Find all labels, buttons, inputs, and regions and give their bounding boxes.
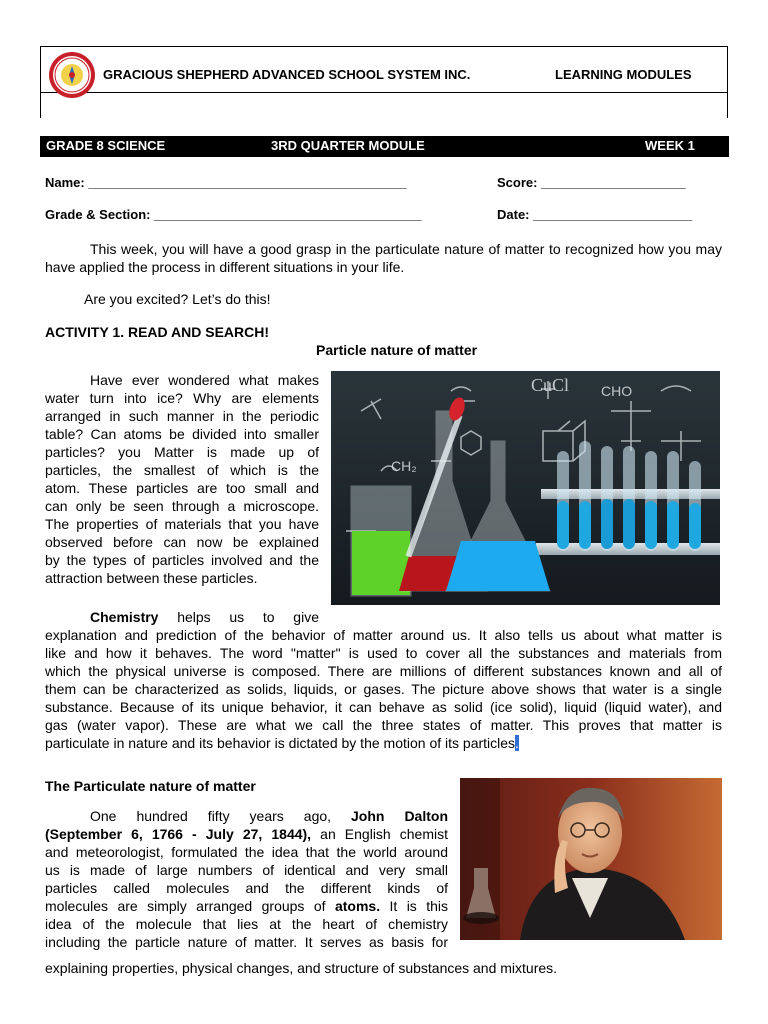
text-selection-cursor[interactable]: . — [515, 735, 519, 751]
section1-line: particles, the smallest of which is the — [45, 462, 319, 478]
excited-line: Are you excited? Let’s do this! — [84, 291, 271, 307]
section1-line: Have ever wondered what makes — [90, 372, 319, 388]
dalton-dates: (September 6, 1766 - July 27, 1844), — [45, 826, 312, 842]
dalton-line: including the particle nature of matter. It serves as basis for — [45, 934, 448, 950]
score-field[interactable]: Score: ____________________ — [497, 175, 686, 190]
dalton-line — [45, 825, 448, 843]
chemistry-line: like and how it behaves. The word "matter" is used to cover all the substances and materials from — [45, 645, 722, 661]
chalk-ch2: CH₂ — [391, 458, 417, 474]
activity-title: ACTIVITY 1. READ AND SEARCH! — [45, 324, 270, 340]
name-field[interactable]: Name: ____________________________________________ — [45, 175, 407, 190]
chalk-cucl: CuCl — [531, 375, 570, 395]
dalton-last-line: explaining properties, physical changes, and structure of substances and mixtures. — [45, 960, 558, 976]
week-label: WEEK 1 — [645, 138, 695, 153]
dalton-name: John Dalton — [351, 808, 448, 824]
dalton-line: and meteorologist, formulated the idea that the world around — [45, 844, 448, 860]
atoms-word: atoms. — [334, 898, 381, 914]
chemistry-first-line — [45, 608, 319, 626]
section1-line: by the types of particles involved and the — [45, 552, 319, 568]
subject-label: GRADE 8 SCIENCE — [46, 138, 166, 153]
school-name: GRACIOUS SHEPHERD ADVANCED SCHOOL SYSTEM INC. — [103, 67, 471, 82]
module-label: 3RD QUARTER MODULE — [271, 138, 425, 153]
chemistry-last-text: particulate in nature and its behavior is dictated by the motion of its particles — [45, 735, 516, 751]
dalton-line: idea of the molecule that lies at the heart of chemistry — [45, 916, 448, 932]
chemistry-line: which the physical universe is composed. There are millions of different substances known and all of — [45, 663, 722, 679]
chemistry-word: Chemistry — [90, 609, 159, 625]
dalton-line6-pre: molecules are simply arranged groups of — [45, 898, 326, 914]
section1-line: water turn into ice? Why are elements — [45, 390, 319, 406]
dalton-line2-rest: an English chemist — [320, 826, 449, 842]
chemistry-glassware-image — [331, 371, 720, 605]
module-bar — [40, 136, 729, 157]
dalton-line1-pre: One hundred fifty years ago, — [90, 808, 332, 824]
section1-line: particles? you Matter is made up of — [45, 444, 319, 460]
chemistry-paragraph — [45, 608, 722, 752]
section1-line: attraction between these particles. — [45, 570, 258, 586]
school-logo — [48, 51, 96, 99]
chemistry-line: explanation and prediction of the behavior of matter around us. It also tells us about what matter is — [45, 627, 722, 643]
dalton-line — [45, 897, 448, 915]
section1-text — [45, 371, 319, 587]
section1-line: atom. These particles are too small and — [45, 480, 319, 496]
dalton-line: particles called molecules and the different kinds of — [45, 880, 448, 896]
intro-paragraph: This week, you will have a good grasp in the particulate nature of matter to recognized how you may have applied the process in different situations in your life. — [45, 241, 722, 275]
section1-line: arranged in such manner in the periodic — [45, 408, 319, 424]
chemistry-line: gas (water vapor). These are what we call the three states of matter. This proves that matter is — [45, 717, 722, 733]
dalton-line6-rest: It is this — [389, 898, 449, 914]
chemistry-first-rest: helps us to give — [177, 609, 319, 625]
dalton-line: us is made of large numbers of identical and very small — [45, 862, 448, 878]
section1-line: The properties of materials that you have — [45, 516, 319, 532]
activity-subtitle: Particle nature of matter — [316, 342, 478, 358]
dalton-line — [45, 807, 448, 825]
section1-line: table? Can atoms be divided into smaller — [45, 426, 319, 442]
chemistry-line: them can be characterized as solids, liquids, or gases. The picture above shows that water is a single — [45, 681, 722, 697]
section2-title: The Particulate nature of matter — [45, 778, 256, 794]
chalk-cho: CHO — [601, 383, 633, 399]
dalton-text — [45, 807, 448, 951]
john-dalton-portrait — [460, 778, 722, 940]
section1-line: can only be seen through a microscope. — [45, 498, 319, 514]
chemistry-line: substance. Because of its unique behavior, it can behave as solid (ice solid), liquid (liquid water), and — [45, 699, 722, 715]
grade-section-field[interactable]: Grade & Section: _____________________________________ — [45, 207, 422, 222]
section1-line: observed before can now be explained — [45, 534, 319, 550]
date-field[interactable]: Date: ______________________ — [497, 207, 693, 222]
chemistry-last-line — [45, 734, 722, 752]
doc-type: LEARNING MODULES — [555, 67, 692, 82]
